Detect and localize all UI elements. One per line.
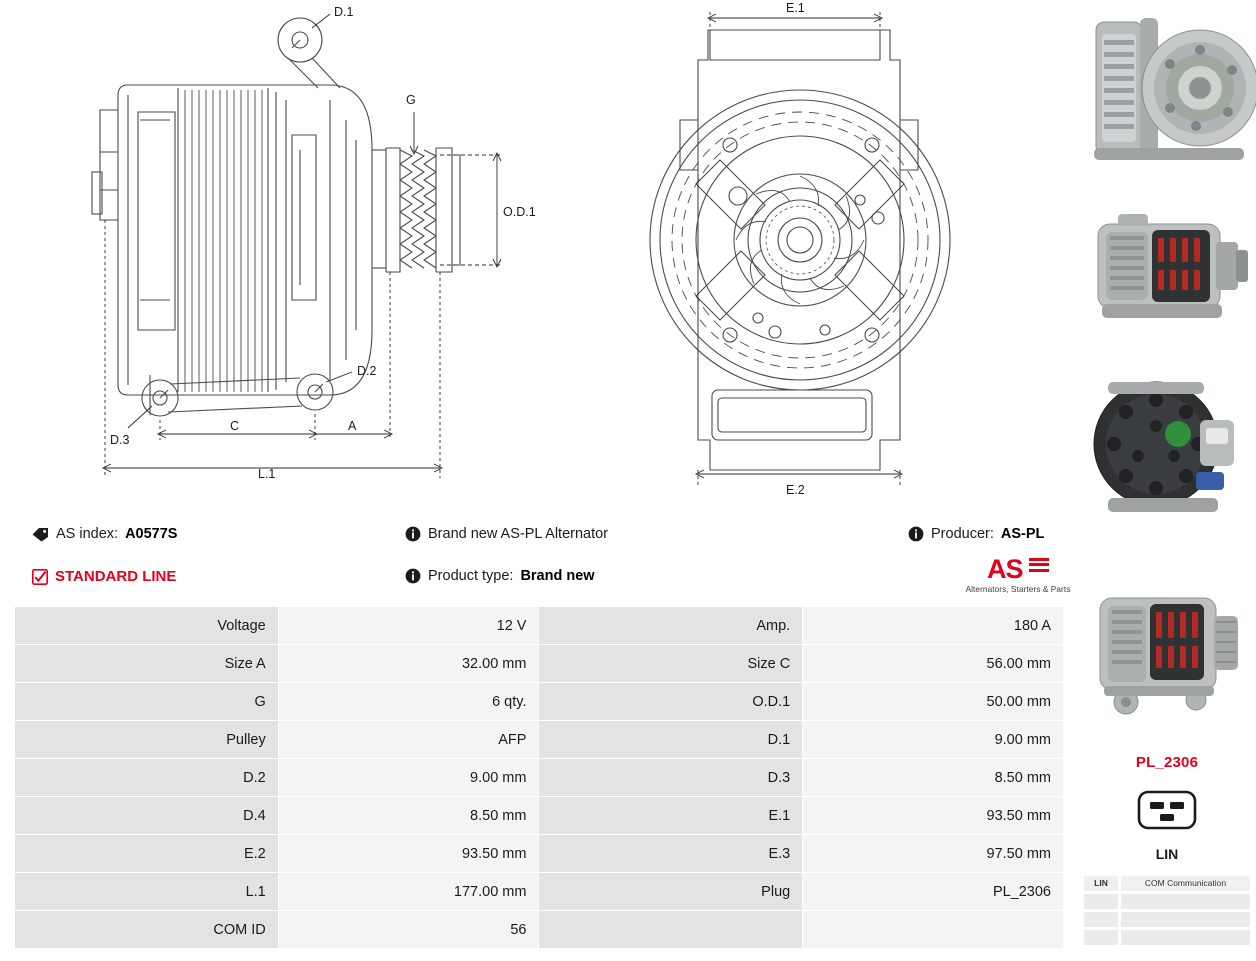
info-icon: [405, 568, 421, 584]
spec-key: O.D.1: [539, 683, 803, 721]
spec-value: 8.50 mm: [803, 759, 1064, 797]
checkbox-icon: [32, 569, 48, 585]
table-row: [15, 721, 1064, 759]
dim-label-l1: L.1: [258, 467, 276, 481]
spec-key: G: [15, 683, 279, 721]
as-index-info: [32, 526, 177, 542]
as-pl-logo-mark: AS: [987, 554, 1023, 584]
table-row: [15, 873, 1064, 911]
info-icon: [405, 526, 421, 542]
com-row-desc: [1121, 930, 1250, 945]
brand-text: Brand new AS-PL Alternator: [428, 526, 609, 542]
table-row: [15, 797, 1064, 835]
spec-value: 50.00 mm: [803, 683, 1064, 721]
spec-key: Size C: [539, 645, 803, 683]
spec-value: 56: [278, 911, 539, 949]
com-row-code: [1084, 930, 1118, 945]
com-row: [1084, 894, 1250, 909]
product-type-label: Product type:: [428, 568, 514, 584]
tag-icon: [32, 527, 49, 542]
spec-value: 97.50 mm: [803, 835, 1064, 873]
spec-key: D.4: [15, 797, 279, 835]
spec-value: 8.50 mm: [278, 797, 539, 835]
spec-key: E.3: [539, 835, 803, 873]
spec-key: Plug: [539, 873, 803, 911]
alternator-side-view-drawing: [0, 0, 560, 500]
info-icon: [908, 526, 924, 542]
dim-label-g: G: [406, 93, 416, 107]
spec-key: E.2: [15, 835, 279, 873]
spec-key: D.2: [15, 759, 279, 797]
com-row-code: [1084, 894, 1118, 909]
com-row-desc: [1121, 912, 1250, 927]
spec-value: 180 A: [803, 607, 1064, 645]
spec-key: E.1: [539, 797, 803, 835]
producer-label: Producer:: [931, 526, 994, 542]
table-row: [15, 683, 1064, 721]
dim-label-e1: E.1: [786, 1, 805, 15]
spec-empty-key: [539, 911, 803, 949]
spec-key: Pulley: [15, 721, 279, 759]
spec-key: Amp.: [539, 607, 803, 645]
com-row: [1084, 912, 1250, 927]
com-row: [1084, 876, 1250, 891]
dim-label-c: C: [230, 419, 240, 433]
spec-value: 12 V: [278, 607, 539, 645]
table-row: [15, 607, 1064, 645]
spec-key: Size A: [15, 645, 279, 683]
spec-value: 9.00 mm: [803, 721, 1064, 759]
plug-name-label: LIN: [1155, 846, 1179, 862]
product-photo-2[interactable]: [1078, 178, 1256, 356]
standard-line-label: STANDARD LINE: [55, 568, 177, 585]
as-pl-logo: [962, 556, 1074, 594]
spec-key: L.1: [15, 873, 279, 911]
dim-label-d2: D.2: [357, 364, 377, 378]
spec-key: D.1: [539, 721, 803, 759]
dim-label-d3: D.3: [110, 433, 130, 447]
product-type-value: Brand new: [520, 568, 595, 584]
spec-key: Voltage: [15, 607, 279, 645]
product-type-info: [405, 568, 595, 584]
technical-drawings: [0, 0, 1075, 500]
dim-label-d1: D.1: [334, 5, 354, 19]
product-photo-column: [1078, 0, 1256, 961]
plug-code-label: PL_2306: [1135, 754, 1199, 771]
com-row-desc: [1121, 894, 1250, 909]
spec-value: 93.50 mm: [803, 797, 1064, 835]
table-row: [15, 911, 1064, 949]
front-view-svg: [560, 0, 1075, 500]
producer-info: [908, 526, 1044, 542]
spec-value: PL_2306: [803, 873, 1064, 911]
dim-label-e2: E.2: [786, 483, 805, 497]
product-photo-1[interactable]: [1078, 0, 1256, 178]
alternator-front-view-drawing: [560, 0, 1075, 500]
table-row: [15, 645, 1064, 683]
table-row: [15, 835, 1064, 873]
product-info-band: [0, 508, 1078, 596]
as-index-value: A0577S: [125, 526, 178, 542]
as-pl-logo-tagline: Alternators, Starters & Parts: [965, 585, 1071, 594]
spec-value: 56.00 mm: [803, 645, 1064, 683]
spec-empty-value: [803, 911, 1064, 949]
spec-key: COM ID: [15, 911, 279, 949]
dim-label-a: A: [348, 419, 357, 433]
spec-value: 93.50 mm: [278, 835, 539, 873]
side-view-svg: [0, 0, 560, 500]
table-row: [15, 759, 1064, 797]
product-photo-4[interactable]: [1078, 562, 1256, 740]
com-row: [1084, 930, 1250, 945]
spec-value: 9.00 mm: [278, 759, 539, 797]
producer-value: AS-PL: [1000, 526, 1045, 542]
com-row-code: [1084, 912, 1118, 927]
as-pl-logo-bars: [1029, 558, 1049, 575]
plug-connector-icon: [1078, 786, 1256, 839]
spec-value: 6 qty.: [278, 683, 539, 721]
standard-line-badge: [32, 568, 176, 585]
spec-value: 177.00 mm: [278, 873, 539, 911]
com-communication-table: [1084, 876, 1250, 948]
spec-value: 32.00 mm: [278, 645, 539, 683]
specification-table: [14, 606, 1064, 949]
spec-value: AFP: [278, 721, 539, 759]
com-row-desc: COM Communication: [1121, 876, 1250, 891]
com-row-code: LIN: [1084, 876, 1118, 891]
dim-label-od1: O.D.1: [503, 205, 536, 219]
product-photo-3[interactable]: [1078, 356, 1256, 534]
as-index-label: AS index:: [56, 526, 119, 542]
spec-key: D.3: [539, 759, 803, 797]
brand-info: [405, 526, 608, 542]
